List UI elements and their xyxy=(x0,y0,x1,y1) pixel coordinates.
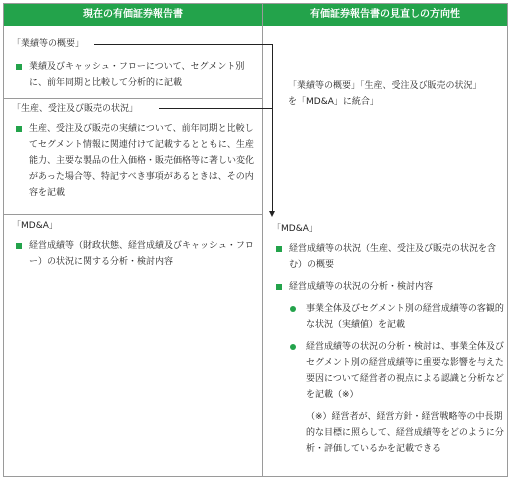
round-bullet-icon xyxy=(290,344,296,350)
merge-note-line: を「MD&A」に統合」 xyxy=(288,97,379,107)
section-title: 「生産、受注及び販売の状況」 xyxy=(12,104,139,114)
comparison-table xyxy=(3,3,508,477)
connector-line xyxy=(159,108,272,109)
item-text: 経営成績等の状況（生産、受注及び販売の状況を含む）の概要 xyxy=(289,244,497,270)
square-bullet-icon xyxy=(16,126,22,132)
connector-line xyxy=(94,44,272,45)
item-text: 生産、受注及び販売の実績について、前年同期と比較してセグメント情報に関連付けて記載するとともに、生産能力、主要な製品の仕入価格・販売価格等に著しい変化があった場合等、特記すべき事項があるときは、その内容を記載 xyxy=(29,124,255,198)
divider xyxy=(4,98,262,99)
square-bullet-icon xyxy=(16,64,22,70)
item-text: 事業全体及びセグメント別の経営成績等の客観的な状況（実績値）を記載 xyxy=(306,304,504,330)
item-text: 業績及びキャッシュ・フローについて、セグメント別に、前年同期と比較して分析的に記載 xyxy=(29,62,245,88)
merge-note-line: 「業績等の概要」「生産、受注及び販売の状況」 xyxy=(288,81,482,91)
round-bullet-icon xyxy=(290,306,296,312)
list-item xyxy=(12,238,258,270)
item-text: 経営成績等（財政状態、経営成績及びキャッシュ・フロー）の状況に関する分析・検討内容 xyxy=(29,241,254,267)
header-revision: 有価証券報告書の見直しの方向性 xyxy=(263,4,507,26)
square-bullet-icon xyxy=(276,246,282,252)
item-text: 経営成績等の状況の分析・検討内容 xyxy=(289,282,434,292)
connector-line xyxy=(272,44,273,212)
section-title: 「MD&A」 xyxy=(12,221,58,231)
square-bullet-icon xyxy=(16,243,22,249)
section-title: 「MD&A」 xyxy=(272,224,318,234)
square-bullet-icon xyxy=(276,284,282,290)
list-item xyxy=(12,121,256,201)
sub-list-item xyxy=(272,301,506,333)
header-current: 現在の有価証券報告書 xyxy=(4,4,262,26)
section-production-sales xyxy=(12,101,256,201)
arrow-down-icon xyxy=(269,211,275,217)
section-title: 「業績等の概要」 xyxy=(12,39,85,49)
merge-note xyxy=(288,78,508,110)
column-divider xyxy=(262,4,263,476)
divider xyxy=(4,214,262,215)
sub-list-item xyxy=(272,339,506,403)
list-item xyxy=(272,279,506,295)
item-text: 経営成績等の状況の分析・検討は、事業全体及びセグメント別の経営成績等に重要な影響を与えた要因について経営者の視点による認識と分析などを記載（※） xyxy=(306,342,505,400)
section-mda-revised xyxy=(272,221,506,457)
section-mda-current xyxy=(12,218,258,270)
footnote: （※）経営者が、経営方針・経営戦略等の中長期的な目標に照らして、経営成績等をどのように分析・評価しているかを記載できる xyxy=(306,412,504,454)
list-item xyxy=(272,241,506,273)
list-item xyxy=(12,59,258,91)
